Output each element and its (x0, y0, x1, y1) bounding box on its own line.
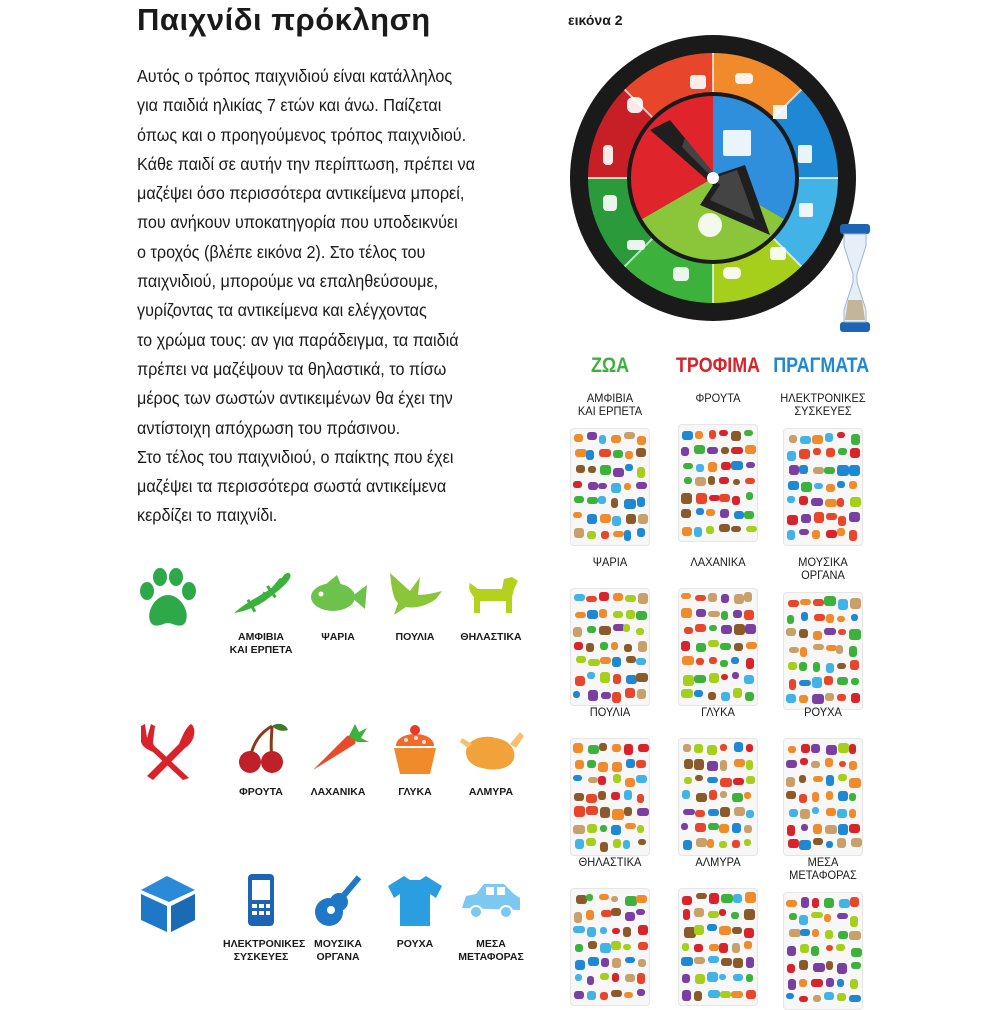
guitar-icon (303, 870, 373, 930)
icon-label: ΑΛΜΥΡΑ (468, 786, 514, 798)
paragraph-line: αντίστοιχη απόχρωση του πράσινου. (137, 417, 401, 438)
paragraph-line: γυρίζοντας τα αντικείμενα και ελέγχοντας (137, 300, 427, 321)
hourglass-icon (838, 222, 872, 334)
cupcake-icon (380, 718, 450, 778)
phone-icon (226, 870, 296, 930)
category-header-objects: ΠΡΑΓΜΑΤΑ (773, 354, 870, 377)
card-label: ΨΑΡΙΑ (592, 555, 628, 569)
paragraph-line: μαζέψει όσο περισσότερα αντικείμενα μπορεί, (137, 183, 465, 204)
category-wheel (565, 35, 865, 345)
sticker-sheet (678, 588, 758, 706)
sticker-sheet (570, 888, 650, 1006)
paragraph-line: όπως και ο προηγούμενος τρόπος παιχνιδιού. (137, 124, 467, 145)
sticker-sheet (678, 888, 758, 1006)
card-label: ΜΕΣΑ ΜΕΤΑΦΟΡΑΣ (789, 855, 857, 882)
icon-label: ΑΜΦΙΒΙΑ ΚΑΙ ΕΡΠΕΤΑ (229, 631, 293, 656)
icon-label: ΜΟΥΣΙΚΑ ΟΡΓΑΝΑ (313, 938, 362, 963)
paragraph-line: κερδίζει το παιχνίδι. (137, 505, 278, 526)
carrot-icon (303, 718, 373, 778)
icon-label: ΓΛΥΚΑ (398, 786, 432, 798)
category-header-food: ΤΡΟΦΙΜΑ (675, 354, 761, 377)
card-label: ΦΡΟΥΤΑ (695, 391, 741, 405)
shirt-icon (380, 870, 450, 930)
sticker-sheet (570, 428, 650, 546)
sticker-sheet (678, 424, 758, 542)
animals-icon-row (130, 563, 520, 683)
card-label: ΠΟΥΛΙΑ (589, 705, 631, 719)
card-label: ΑΜΦΙΒΙΑ ΚΑΙ ΕΡΠΕΤΑ (577, 391, 643, 418)
paragraph-line: το χρώμα τους: αν για παράδειγμα, τα παιδιά (137, 329, 459, 350)
bird-icon (380, 563, 450, 623)
sticker-sheet (783, 592, 863, 710)
card-label: ΘΗΛΑΣΤΙΚΑ (578, 855, 642, 869)
objects-icon-row (130, 870, 524, 990)
icon-label: ΜΕΣΑ ΜΕΤΑΦΟΡΑΣ (458, 938, 524, 963)
box-icon (133, 870, 203, 936)
sticker-sheet (783, 428, 863, 546)
paragraph-line: παιχνιδιού, μπορούμε να επαληθεύσουμε, (137, 271, 439, 292)
fork-knife-icon (133, 718, 203, 782)
category-header-animals: ΖΩΑ (590, 354, 630, 377)
sticker-sheet (570, 738, 650, 856)
card-label: ΗΛΕΚΤΡΟΝΙΚΕΣ ΣΥΣΚΕΥΕΣ (780, 391, 866, 418)
paw-icon (133, 563, 203, 631)
paragraph-line: Κάθε παιδί σε αυτήν την περίπτωση, πρέπει να (137, 153, 475, 174)
card-label: ΡΟΥΧΑ (804, 705, 842, 719)
icon-label: ΠΟΥΛΙΑ (395, 631, 435, 643)
sticker-sheet (678, 738, 758, 856)
sticker-sheet (570, 588, 650, 706)
card-label: ΑΛΜΥΡΑ (695, 855, 741, 869)
paragraph-line: μαζέψει τα περισσότερα σωστά αντικείμενα (137, 476, 447, 497)
card-label: ΛΑΧΑΝΙΚΑ (690, 555, 746, 569)
icon-label: ΘΗΛΑΣΤΙΚΑ (460, 631, 522, 643)
icon-label: ΦΡΟΥΤΑ (239, 786, 283, 798)
sticker-sheet (783, 738, 863, 856)
figure-label: εικόνα 2 (568, 12, 623, 28)
paragraph-line: πρέπει να μαζέψουν τα θηλαστικά, το πίσω (137, 358, 447, 379)
icon-label: ΛΑΧΑΝΙΚΑ (310, 786, 366, 798)
paragraph-line: μέρος των σωστών αντικειμένων θα έχει την (137, 388, 453, 409)
card-label: ΓΛΥΚΑ (701, 705, 735, 719)
page-title: Παιχνίδι πρόκληση (137, 2, 431, 37)
instructions-paragraph (137, 62, 509, 531)
icon-label: ΡΟΥΧΑ (396, 938, 434, 950)
paragraph-line: για παιδιά ηλικίας 7 ετών και άνω. Παίζεται (137, 95, 442, 116)
paragraph-line: Στο τέλος του παιχνιδιού, ο παίκτης που έχει (137, 446, 454, 467)
paragraph-line: Αυτός ο τρόπος παιχνιδιού είναι κατάλληλος (137, 66, 453, 86)
icon-label: ΨΑΡΙΑ (321, 631, 355, 643)
paragraph-line: ο τροχός (βλέπε εικόνα 2). Στο τέλος του (137, 241, 426, 262)
cherries-icon (226, 718, 296, 778)
icon-label: ΗΛΕΚΤΡΟΝΙΚΕΣ ΣΥΣΚΕΥΕΣ (223, 938, 306, 963)
lizard-icon (226, 563, 296, 623)
sticker-sheet (783, 892, 863, 1010)
card-label: ΜΟΥΣΙΚΑ ΟΡΓΑΝΑ (798, 555, 848, 582)
chicken-icon (456, 718, 526, 778)
food-icon-row (130, 718, 520, 838)
car-icon (456, 870, 526, 930)
paragraph-line: που ανήκουν υποκατηγορία που υποδεικνύει (137, 212, 458, 233)
fish-icon (303, 563, 373, 623)
dog-icon (456, 563, 526, 623)
